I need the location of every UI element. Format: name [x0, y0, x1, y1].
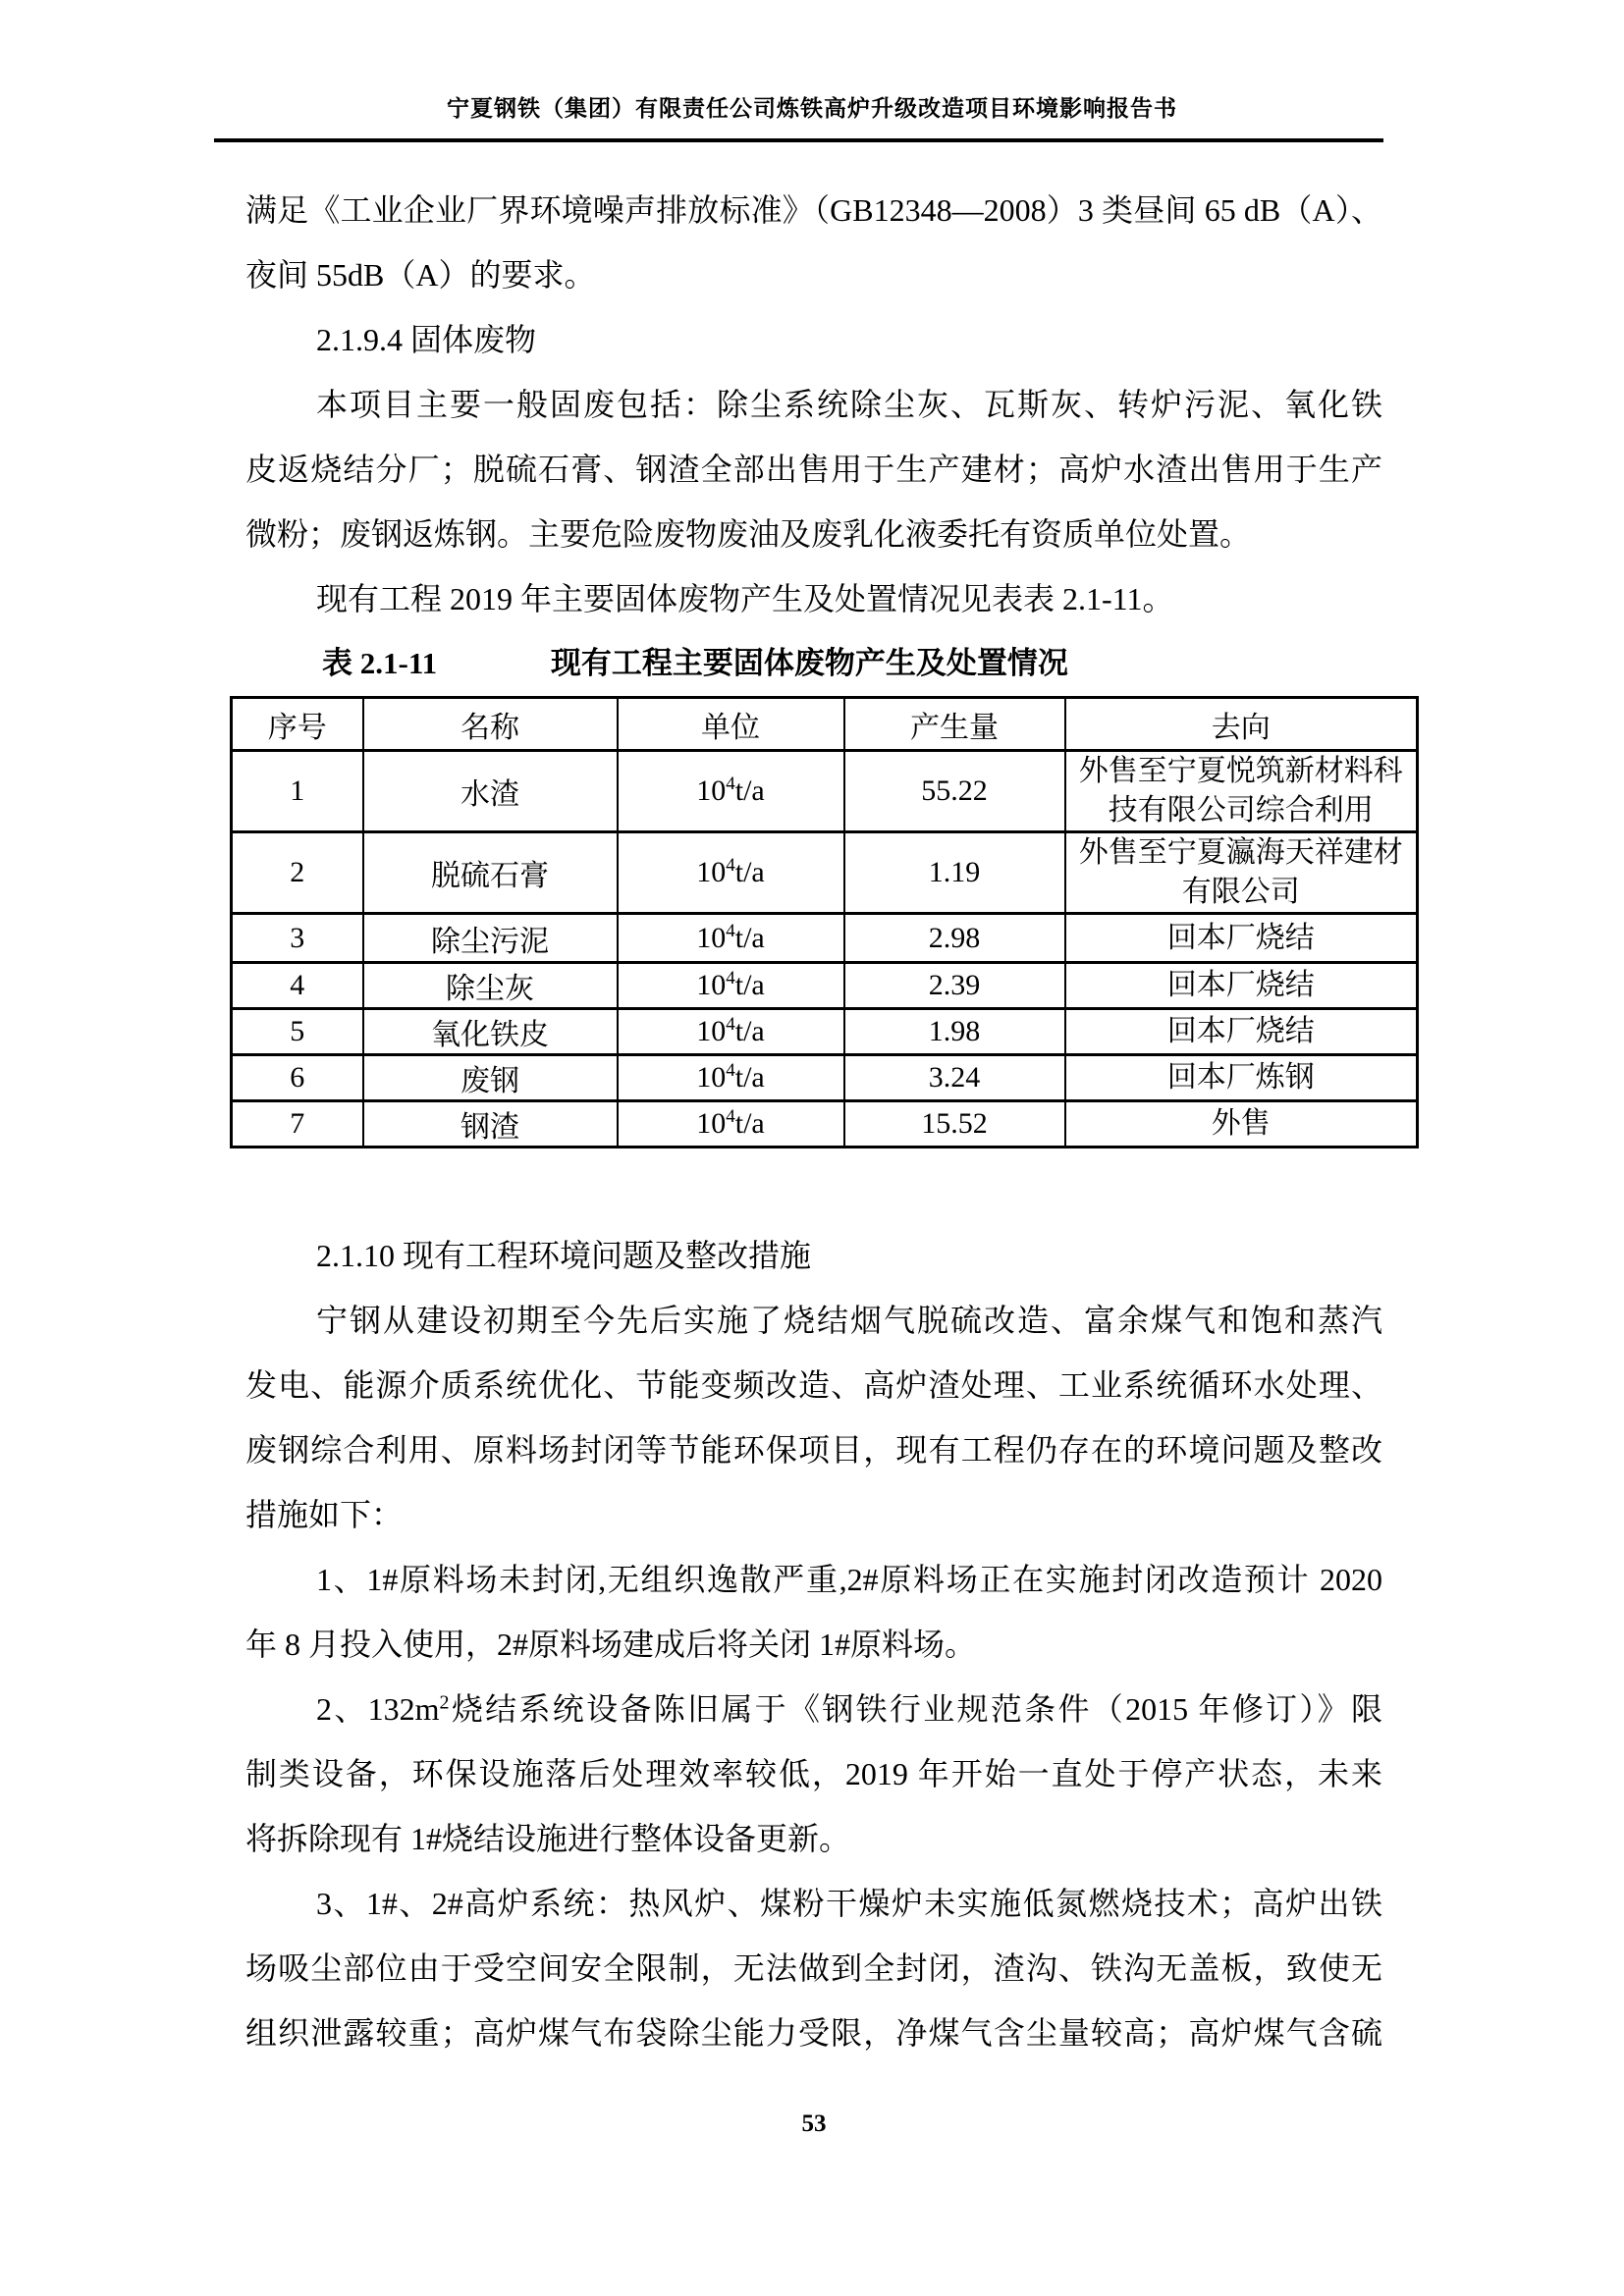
table-cell-name: 水渣 — [363, 751, 618, 832]
table-cell-dest: 外售至宁夏悦筑新材料科技有限公司综合利用 — [1065, 751, 1418, 832]
table-caption-title: 现有工程主要固体废物产生及处置情况 — [550, 646, 1068, 680]
body-line: 制类设备，环保设施落后处理效率较低，2019 年开始一直处于停产状态，未来 — [245, 1756, 1382, 1791]
table-row — [232, 751, 1418, 832]
unit-base: 10 — [696, 921, 727, 954]
table-cell-dest: 回本厂烧结 — [1065, 1009, 1418, 1055]
table-cell-name: 除尘污泥 — [363, 914, 618, 963]
table-cell-dest: 回本厂烧结 — [1065, 914, 1418, 963]
superscript-2: 2 — [439, 1691, 450, 1714]
unit-suffix: t/a — [734, 1061, 765, 1094]
unit-superscript: 4 — [726, 920, 735, 941]
body-line: 1、1#原料场未封闭,无组织逸散严重,2#原料场正在实施封闭改造预计 2020 — [316, 1562, 1382, 1597]
table-row — [232, 1101, 1418, 1148]
body-line: 年 8 月投入使用，2#原料场建成后将关闭 1#原料场。 — [245, 1627, 977, 1662]
table-cell-name: 废钢 — [363, 1055, 618, 1101]
section-heading-2-1-9-4: 2.1.9.4 固体废物 — [316, 322, 537, 357]
table-cell-unit — [618, 1101, 844, 1148]
unit-superscript: 4 — [726, 968, 735, 988]
document-body — [245, 178, 1403, 2138]
table-cell-qty: 1.98 — [844, 1009, 1065, 1055]
table-cell-qty: 55.22 — [844, 751, 1065, 832]
table-row — [232, 963, 1418, 1009]
body-line: 组织泄露较重；高炉煤气布袋除尘能力受限，净煤气含尘量较高；高炉煤气含硫 — [245, 2015, 1382, 2051]
body-line: 满足《工业企业厂界环境噪声排放标准》（GB12348—2008）3 类昼间 65 dB（A）、 — [245, 192, 1382, 228]
unit-base: 10 — [696, 774, 727, 807]
table-cell-no: 1 — [232, 751, 363, 832]
table-cell-unit — [618, 1055, 844, 1101]
unit-base: 10 — [696, 969, 727, 1001]
body-line: 现有工程 2019 年主要固体废物产生及处置情况见表表 2.1-11。 — [316, 581, 1174, 616]
table-cell-name: 氧化铁皮 — [363, 1009, 618, 1055]
body-line: 场吸尘部位由于受空间安全限制，无法做到全封闭，渣沟、铁沟无盖板，致使无 — [245, 1950, 1382, 1986]
body-line — [245, 1677, 1382, 1741]
table-header-row — [232, 698, 1418, 751]
table-cell-dest: 回本厂烧结 — [1065, 963, 1418, 1009]
unit-base: 10 — [696, 1015, 727, 1047]
table-header-cell-no: 序号 — [232, 698, 363, 751]
body-text-segment: 烧结系统设备陈旧属于《钢铁行业规范条件（2015 年修订）》限 — [449, 1691, 1382, 1727]
table-caption-label: 表 2.1-11 — [322, 646, 438, 680]
table-cell-no: 6 — [232, 1055, 363, 1101]
body-line: 本项目主要一般固废包括：除尘系统除尘灰、瓦斯灰、转炉污泥、氧化铁 — [316, 387, 1382, 422]
table-cell-qty: 2.39 — [844, 963, 1065, 1009]
table-cell-no: 4 — [232, 963, 363, 1009]
unit-superscript: 4 — [726, 1014, 735, 1035]
body-line: 措施如下： — [245, 1497, 404, 1532]
body-line: 微粉；废钢返炼钢。主要危险废物废油及废乳化液委托有资质单位处置。 — [245, 516, 1252, 552]
unit-suffix: t/a — [734, 774, 765, 807]
unit-superscript: 4 — [726, 774, 735, 794]
table-cell-qty: 15.52 — [844, 1101, 1065, 1148]
table-header-cell-qty: 产生量 — [844, 698, 1065, 751]
unit-base: 10 — [696, 1061, 727, 1094]
document-header-title: 宁夏钢铁（集团）有限责任公司炼铁高炉升级改造项目环境影响报告书 — [447, 96, 1177, 121]
table-cell-qty: 1.19 — [844, 832, 1065, 914]
table-cell-unit — [618, 832, 844, 914]
table-cell-no: 2 — [232, 832, 363, 914]
body-line: 3、1#、2#高炉系统：热风炉、煤粉干燥炉未实施低氮燃烧技术；高炉出铁 — [316, 1886, 1382, 1921]
table-cell-qty: 3.24 — [844, 1055, 1065, 1101]
header-rule — [214, 138, 1383, 142]
table-row — [232, 832, 1418, 914]
table-cell-name: 脱硫石膏 — [363, 832, 618, 914]
table-caption — [245, 631, 1382, 696]
unit-suffix: t/a — [734, 1015, 765, 1047]
table-cell-no: 5 — [232, 1009, 363, 1055]
unit-suffix: t/a — [734, 921, 765, 954]
table-header-cell-dest: 去向 — [1065, 698, 1418, 751]
table-row — [232, 1055, 1418, 1101]
unit-superscript: 4 — [726, 1060, 735, 1081]
body-line: 宁钢从建设初期至今先后实施了烧结烟气脱硫改造、富余煤气和饱和蒸汽 — [316, 1303, 1382, 1338]
table-cell-dest: 外售至宁夏瀛海天祥建材有限公司 — [1065, 832, 1418, 914]
table-cell-no: 7 — [232, 1101, 363, 1148]
body-line: 将拆除现有 1#烧结设施进行整体设备更新。 — [245, 1821, 851, 1856]
table-cell-unit — [618, 914, 844, 963]
table-cell-no: 3 — [232, 914, 363, 963]
table-row — [232, 1009, 1418, 1055]
table-cell-name: 除尘灰 — [363, 963, 618, 1009]
unit-superscript: 4 — [726, 855, 735, 876]
body-line: 夜间 55dB（A）的要求。 — [245, 257, 596, 293]
table-header-cell-unit: 单位 — [618, 698, 844, 751]
solid-waste-table — [230, 696, 1419, 1148]
unit-base: 10 — [696, 856, 727, 888]
unit-suffix: t/a — [734, 856, 765, 888]
body-line: 皮返烧结分厂；脱硫石膏、钢渣全部出售用于生产建材；高炉水渣出售用于生产 — [245, 452, 1382, 487]
table-cell-unit — [618, 1009, 844, 1055]
body-line: 废钢综合利用、原料场封闭等节能环保项目，现有工程仍存在的环境问题及整改 — [245, 1432, 1382, 1468]
unit-base: 10 — [696, 1107, 727, 1140]
table-cell-qty: 2.98 — [844, 914, 1065, 963]
table-cell-name: 钢渣 — [363, 1101, 618, 1148]
table-row — [232, 914, 1418, 963]
table-cell-dest: 外售 — [1065, 1101, 1418, 1148]
unit-suffix: t/a — [734, 969, 765, 1001]
table-cell-unit — [618, 751, 844, 832]
table-header-cell-name: 名称 — [363, 698, 618, 751]
unit-suffix: t/a — [734, 1107, 765, 1140]
table-cell-dest: 回本厂炼钢 — [1065, 1055, 1418, 1101]
unit-superscript: 4 — [726, 1106, 735, 1127]
section-heading-2-1-10: 2.1.10 现有工程环境问题及整改措施 — [316, 1238, 812, 1273]
page-number: 53 — [801, 2110, 827, 2137]
body-text-segment: 2、132m — [316, 1691, 440, 1727]
table-cell-unit — [618, 963, 844, 1009]
body-line: 发电、能源介质系统优化、节能变频改造、高炉渣处理、工业系统循环水处理、 — [245, 1367, 1382, 1403]
